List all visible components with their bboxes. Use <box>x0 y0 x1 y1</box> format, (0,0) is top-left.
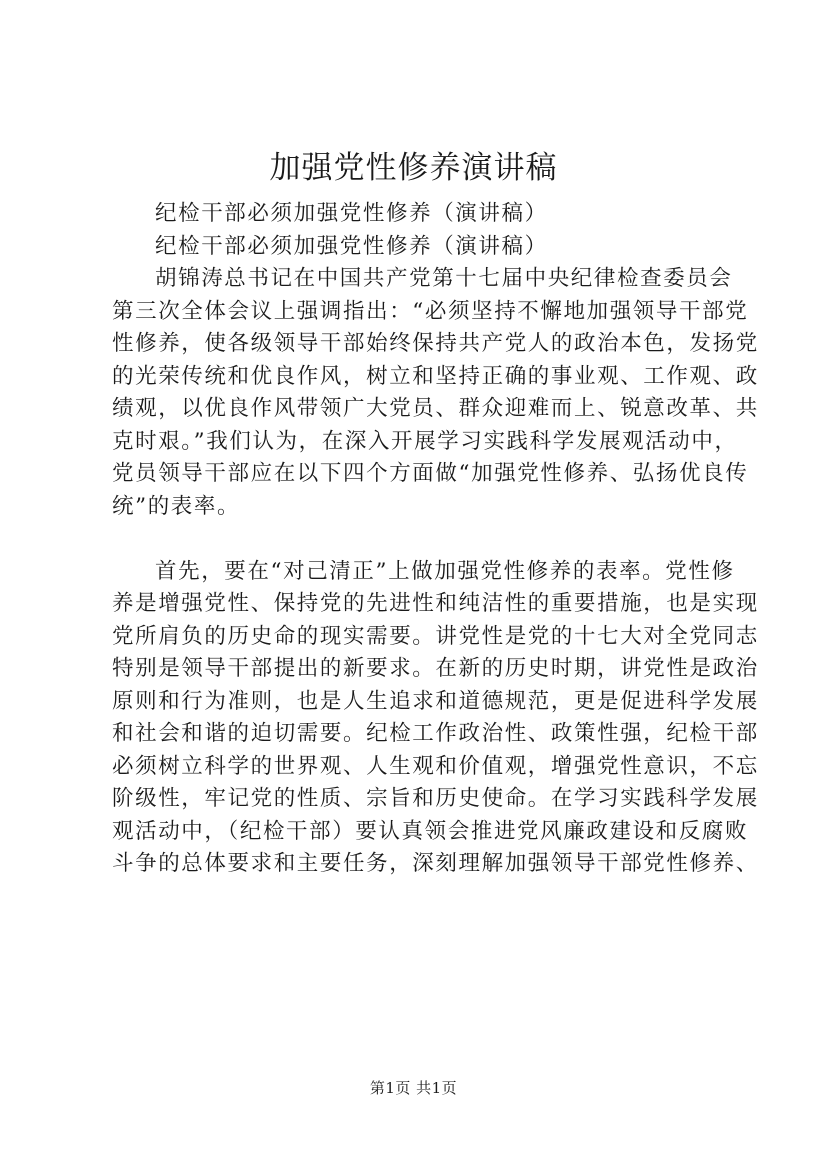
paragraph-line: 特别是领导干部提出的新要求。在新的历史时期，讲党性是政治 <box>112 656 759 681</box>
paragraph-1 <box>112 263 759 523</box>
paragraph-line: 克时艰。”我们认为，在深入开展学习实践科学发展观活动中， <box>112 428 738 454</box>
paragraph-line: 斗争的总体要求和主要任务，深刻理解加强领导干部党性修养、 <box>112 851 759 876</box>
paragraph-line: 首先，要在“对己清正”上做加强党性修养的表率。党性修 <box>155 558 735 584</box>
paragraph-line: 养是增强党性、保持党的先进性和纯洁性的重要措施，也是实现 <box>112 591 759 616</box>
paragraph-line: 性修养，使各级领导干部始终保持共产党人的政治本色，发扬党 <box>112 331 759 356</box>
paragraph-line: 和社会和谐的迫切需要。纪检工作政治性、政策性强，纪检干部 <box>112 721 759 746</box>
paragraph-line: 胡锦涛总书记在中国共产党第十七届中央纪律检查委员会 <box>155 266 733 291</box>
paragraph-line: 党所肩负的历史命的现实需要。讲党性是党的十七大对全党同志 <box>112 623 759 649</box>
page-number-footer: 第1页 共1页 <box>369 1079 458 1097</box>
paragraph-line: 党员领导干部应在以下四个方面做“加强党性修养、弘扬优良传 <box>112 461 749 486</box>
paragraph-line: 统”的表率。 <box>112 493 241 519</box>
paragraph-line: 第三次全体会议上强调指出：“必须坚持不懈地加强领导干部党 <box>112 298 749 324</box>
paragraph-line: 观活动中，（纪检干部）要认真领会推进党风廉政建设和反腐败 <box>112 818 749 844</box>
paragraph-line: 必须树立科学的世界观、人生观和价值观，增强党性意识，不忘 <box>112 753 759 779</box>
paragraph-line: 阶级性，牢记党的性质、宗旨和历史使命。在学习实践科学发展 <box>112 786 759 811</box>
subtitle-line: 纪检干部必须加强党性修养（演讲稿） <box>155 201 548 226</box>
paragraph-line: 原则和行为准则，也是人生追求和道德规范，更是促进科学发展 <box>112 688 759 714</box>
paragraph-line: 的光荣传统和优良作风，树立和坚持正确的事业观、工作观、政 <box>112 363 759 389</box>
document-title: 加强党性修养演讲稿 <box>269 150 558 186</box>
paragraph-spacer <box>112 523 730 556</box>
document-body <box>112 198 759 881</box>
paragraph-line: 绩观，以优良作风带领广大党员、群众迎难而上、锐意改革、共 <box>112 396 759 421</box>
subtitle-line: 纪检干部必须加强党性修养（演讲稿） <box>155 233 548 259</box>
paragraph-2 <box>112 556 759 881</box>
